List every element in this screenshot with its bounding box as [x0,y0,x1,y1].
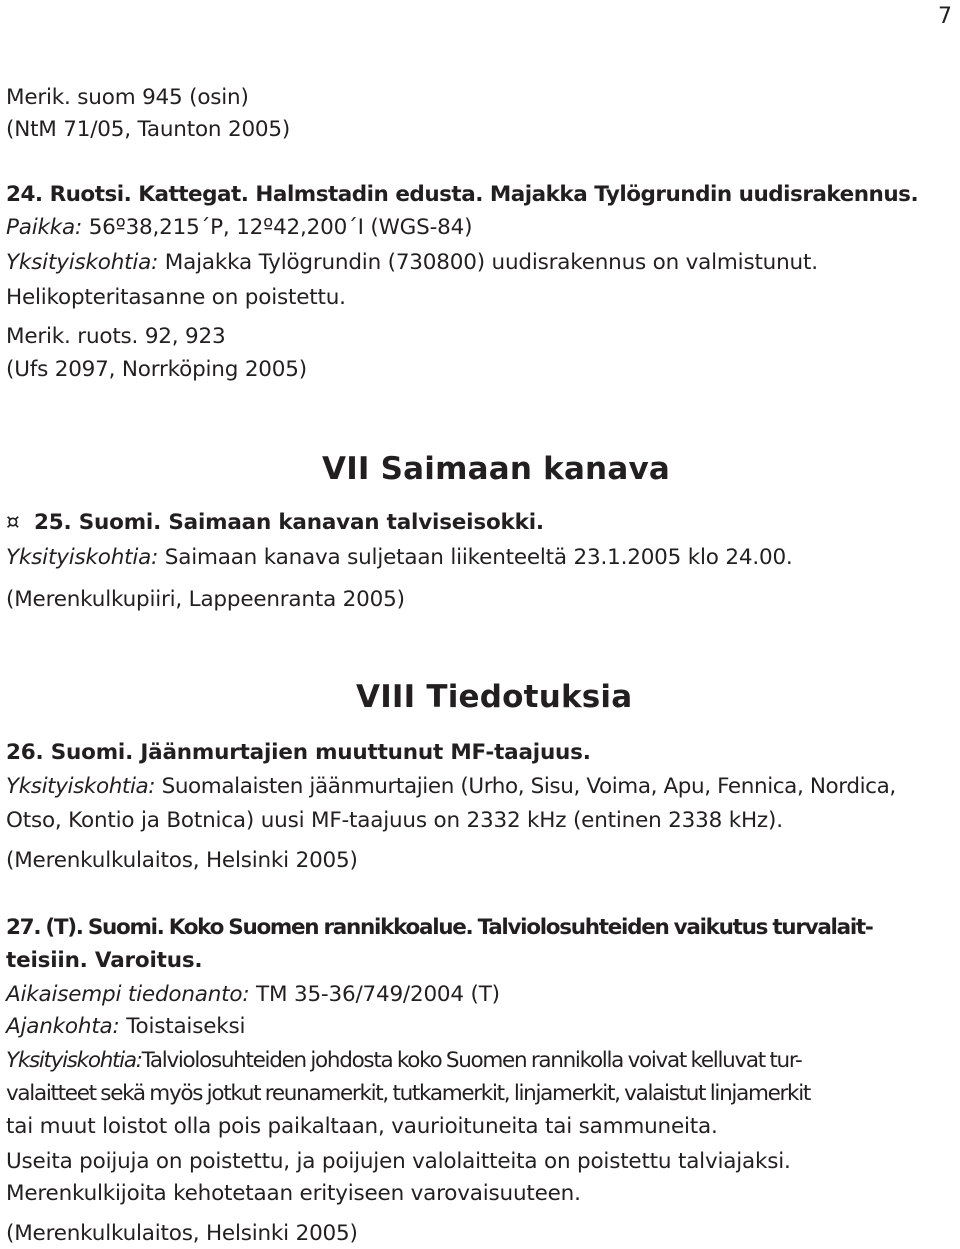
notice-26-source: (Merenkulkulaitos, Helsinki 2005) [6,848,358,873]
notice-26-details-line-2: Otso, Kontio ja Botnica) uusi MF-taajuus on 2332 kHz (entinen 2338 kHz). [6,808,783,833]
details-label: Yksityiskohtia: [6,1048,142,1073]
notice-27-previous [6,980,500,1010]
details-value: Saimaan kanava suljetaan liikenteeltä 23.1.2005 klo 24.00. [164,545,793,570]
notice-27-details [6,1046,802,1076]
currency-sign-icon: ¤ [6,510,20,535]
source-line-1: Merik. suom 945 (osin) [6,85,249,110]
location-value: 56º38,215´P, 12º42,200´I (WGS-84) [88,215,473,240]
timing-value: Toistaiseksi [126,1014,246,1039]
notice-24-location [6,213,472,243]
notice-27-source: (Merenkulkulaitos, Helsinki 2005) [6,1221,358,1246]
previous-label: Aikaisempi tiedonanto: [6,982,250,1007]
notice-27-timing [6,1012,245,1042]
notice-25-source: (Merenkulkupiiri, Lappeenranta 2005) [6,587,405,612]
notice-24-details-line-2: Helikopteritasanne on poistettu. [6,285,346,310]
notice-27-title-line-2: teisiin. Varoitus. [6,948,203,973]
notice-27-details-line-3: tai muut loistot olla pois paikaltaan, vaurioituneita tai sammuneita. [6,1114,718,1139]
notice-25-details [6,543,793,573]
section-heading-vii: VII Saimaan kanava [322,451,670,487]
notice-25-title-row [6,508,544,538]
notice-27-title-line-1: 27. (T). Suomi. Koko Suomen rannikkoalue. Talviolosuhteiden vaikutus turvalait- [6,915,873,940]
notice-24-ref-2: (Ufs 2097, Norrköping 2005) [6,357,307,382]
details-value: Majakka Tylögrundin (730800) uudisrakennus on valmistunut. [164,250,818,275]
notice-24-title: 24. Ruotsi. Kattegat. Halmstadin edusta. Majakka Tylögrundin uudisrakennus. [6,182,919,207]
page-number: 7 [938,4,952,29]
location-label: Paikka: [6,215,83,240]
details-label: Yksityiskohtia: [6,774,156,799]
notice-24-details [6,248,818,278]
section-heading-viii: VIII Tiedotuksia [356,679,633,715]
notice-26-details [6,772,896,802]
previous-value: TM 35-36/749/2004 (T) [256,982,500,1007]
details-label: Yksityiskohtia: [6,250,159,275]
details-value-line-1: Suomalaisten jäänmurtajien (Urho, Sisu, Voima, Apu, Fennica, Nordica, [161,774,896,799]
details-value-line-1: Talviolosuhteiden johdosta koko Suomen rannikolla voivat kelluvat tur- [141,1048,802,1073]
notice-27-details-line-2: valaitteet sekä myös jotkut reunamerkit, tutkamerkit, linjamerkit, valaistut linjamerkit [6,1081,811,1106]
notice-27-line-4: Useita poijuja on poistettu, ja poijujen valolaitteita on poistettu talviajaksi. [6,1149,791,1174]
notice-24-ref-1: Merik. ruots. 92, 923 [6,324,226,349]
timing-label: Ajankohta: [6,1014,120,1039]
notice-25-title: 25. Suomi. Saimaan kanavan talviseisokki. [34,510,544,535]
details-label: Yksityiskohtia: [6,545,159,570]
notice-27-line-5: Merenkulkijoita kehotetaan erityiseen varovaisuuteen. [6,1181,581,1206]
notice-26-title: 26. Suomi. Jäänmurtajien muuttunut MF-taajuus. [6,740,591,765]
source-line-2: (NtM 71/05, Taunton 2005) [6,117,291,142]
